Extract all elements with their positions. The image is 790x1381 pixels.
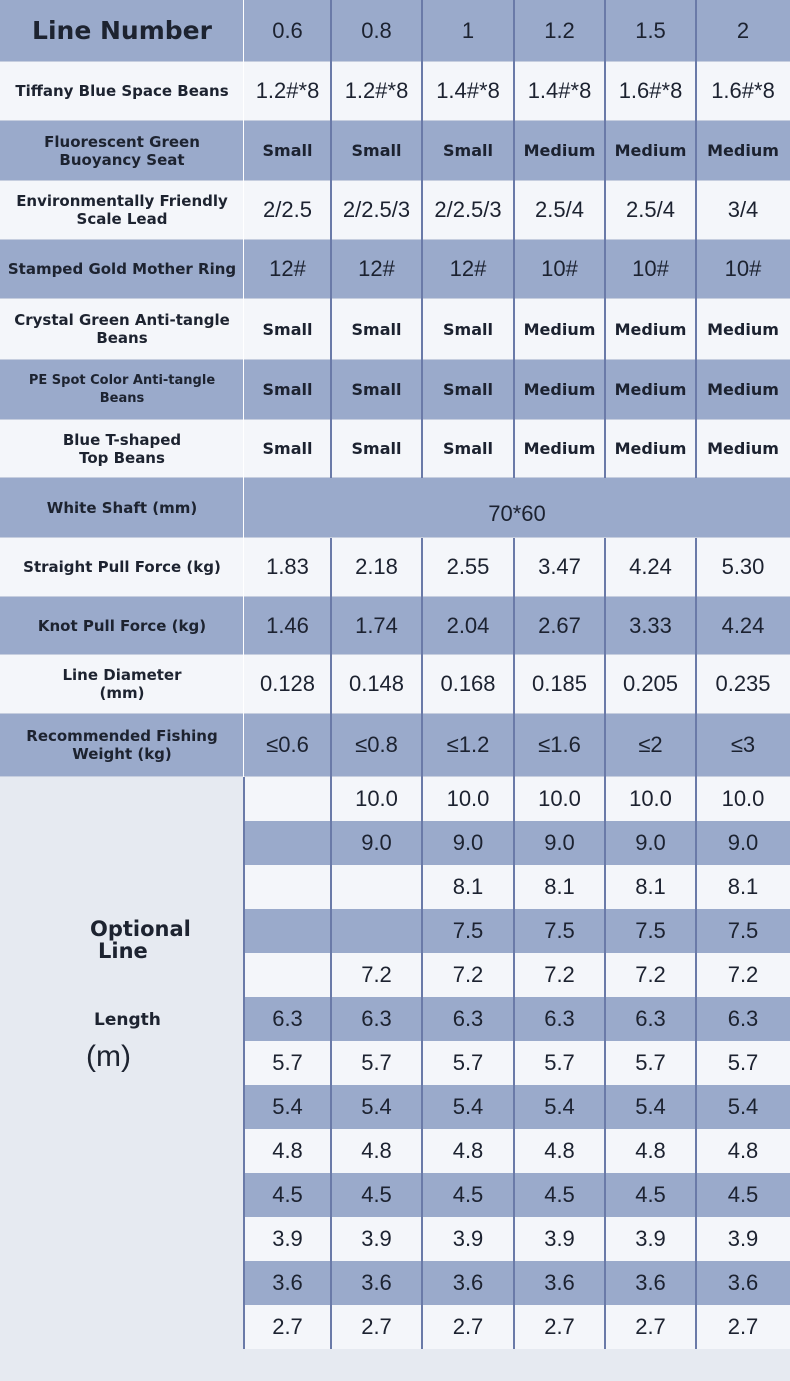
length-cell: 6.3	[635, 1006, 666, 1031]
column-divider	[421, 714, 423, 777]
column-divider	[604, 597, 606, 655]
value-cell: Small	[351, 141, 402, 160]
column-divider	[513, 420, 515, 478]
column-divider	[604, 0, 606, 62]
label-divider	[243, 62, 244, 121]
column-divider	[604, 714, 606, 777]
length-cell: 7.2	[727, 962, 759, 987]
value-cell: 1.6#*8	[711, 78, 775, 103]
length-cell: 2.7	[727, 1314, 759, 1339]
length-cell: 9.0	[727, 830, 759, 855]
length-cell: 5.7	[635, 1050, 666, 1075]
value-cell: 2.55	[446, 554, 490, 579]
length-cell: 2.7	[635, 1314, 666, 1339]
column-divider	[421, 62, 423, 121]
label-divider	[243, 714, 244, 777]
column-divider	[695, 420, 697, 478]
length-cell: 8.1	[727, 874, 759, 899]
column-divider	[695, 299, 697, 360]
header-label: Line Number	[0, 0, 244, 61]
length-cell: 5.4	[727, 1094, 759, 1119]
length-cell: 4.8	[544, 1138, 575, 1163]
label-divider	[243, 420, 244, 478]
value-cell: 4.24	[721, 612, 765, 638]
value-cell: Small	[262, 380, 313, 399]
header-row	[0, 0, 790, 62]
column-divider	[513, 0, 515, 62]
length-cell: 3.9	[727, 1226, 759, 1251]
length-cell: 3.9	[452, 1226, 484, 1251]
length-cell: 5.4	[452, 1094, 484, 1119]
length-cell	[244, 953, 331, 997]
value-cell: Medium	[523, 439, 596, 458]
value-cell: 2.18	[355, 554, 398, 579]
column-divider	[421, 360, 423, 420]
length-cell: 7.2	[635, 962, 666, 987]
value-cell: Small	[443, 380, 493, 399]
value-cell: Medium	[707, 380, 779, 399]
length-cell: 7.5	[452, 918, 484, 943]
row-label: Line Diameter (mm)	[0, 655, 244, 713]
value-cell: 1.6#*8	[618, 78, 683, 103]
label-divider	[243, 597, 244, 655]
value-cell: Medium	[523, 380, 596, 399]
column-divider	[421, 299, 423, 360]
length-cell: 5.4	[361, 1094, 392, 1119]
column-divider	[604, 655, 606, 714]
value-cell: Small	[262, 319, 313, 339]
length-label-line3: Length	[94, 1010, 161, 1030]
length-cell: 8.1	[635, 874, 666, 899]
length-cell: 9.0	[361, 830, 392, 855]
length-cell: 3.9	[544, 1226, 575, 1251]
length-label-line2: Line	[98, 939, 148, 963]
length-label-line1: Optional	[90, 917, 191, 941]
value-cell: 1	[461, 17, 475, 43]
row-label: Straight Pull Force (kg)	[0, 538, 244, 596]
value-cell: Small	[351, 319, 402, 339]
length-cell: 3.6	[544, 1270, 575, 1295]
value-cell: ≤1.2	[446, 732, 490, 757]
label-divider	[243, 181, 244, 240]
value-cell: 2	[736, 17, 750, 43]
spec-row	[0, 714, 790, 777]
value-cell: 10#	[724, 256, 762, 281]
length-cell: 2.7	[361, 1314, 392, 1339]
length-cell	[331, 865, 422, 909]
length-cell: 4.5	[727, 1182, 759, 1207]
column-divider	[330, 121, 332, 181]
length-cell: 9.0	[452, 830, 484, 855]
spec-row	[0, 420, 790, 478]
value-cell: 2.67	[538, 612, 581, 638]
value-cell: Small	[443, 141, 493, 160]
column-divider	[421, 597, 423, 655]
column-divider	[330, 538, 332, 597]
value-cell: 0.6	[272, 17, 303, 43]
length-cell: 4.8	[635, 1138, 666, 1163]
label-divider	[243, 299, 244, 360]
value-cell: 3/4	[727, 197, 759, 222]
column-divider	[604, 538, 606, 597]
column-divider	[604, 299, 606, 360]
length-cell: 5.7	[452, 1050, 484, 1075]
value-cell: 2/2.5/3	[342, 197, 411, 222]
row-label: Recommended Fishing Weight (kg)	[0, 714, 244, 776]
length-cell: 6.3	[361, 1006, 392, 1031]
column-divider	[421, 777, 423, 1349]
value-cell: ≤0.8	[355, 732, 398, 757]
value-cell: 1.46	[266, 612, 309, 638]
value-cell: ≤1.6	[538, 732, 581, 757]
row-label: PE Spot Color Anti-tangle Beans	[0, 360, 244, 419]
column-divider	[695, 181, 697, 240]
value-cell: 10#	[632, 256, 669, 281]
column-divider	[695, 360, 697, 420]
spec-row	[0, 121, 790, 181]
value-cell: Small	[351, 439, 402, 458]
length-cell	[331, 909, 422, 953]
length-cell: 9.0	[635, 830, 666, 855]
column-divider	[695, 62, 697, 121]
spec-row	[0, 62, 790, 121]
value-cell: 0.128	[259, 671, 316, 696]
value-cell: 0.168	[440, 671, 496, 696]
column-divider	[330, 655, 332, 714]
value-cell: 0.185	[531, 671, 588, 696]
length-cell	[244, 909, 331, 953]
length-cell: 2.7	[272, 1314, 303, 1339]
column-divider	[513, 121, 515, 181]
spec-row	[0, 299, 790, 360]
length-cell: 5.7	[361, 1050, 392, 1075]
label-divider	[243, 538, 244, 597]
length-cell: 2.7	[452, 1314, 484, 1339]
length-cell: 10.0	[721, 786, 765, 811]
column-divider	[513, 714, 515, 777]
length-cell: 6.3	[544, 1006, 575, 1031]
length-cell	[244, 865, 331, 909]
length-cell: 4.8	[727, 1138, 759, 1163]
value-cell: 0.8	[361, 17, 392, 43]
column-divider	[604, 360, 606, 420]
spec-row	[0, 240, 790, 299]
spec-row	[0, 181, 790, 240]
label-divider	[243, 360, 244, 420]
column-divider	[330, 360, 332, 420]
length-cell: 10.0	[446, 786, 490, 811]
length-cell: 4.5	[452, 1182, 484, 1207]
value-cell: 1.5	[635, 17, 666, 43]
column-divider	[330, 62, 332, 121]
value-cell: 1.2	[544, 17, 575, 43]
length-cell: 3.6	[727, 1270, 759, 1295]
length-cell: 7.2	[544, 962, 575, 987]
column-divider	[695, 714, 697, 777]
column-divider	[330, 240, 332, 299]
length-cell: 4.8	[361, 1138, 392, 1163]
length-cell: 5.7	[727, 1050, 759, 1075]
column-divider	[695, 777, 697, 1349]
value-cell: 1.83	[266, 554, 309, 579]
column-divider	[513, 299, 515, 360]
length-cell	[244, 821, 331, 865]
value-cell: 1.74	[355, 612, 398, 638]
length-unit: (m)	[86, 1040, 131, 1073]
label-divider	[243, 478, 244, 538]
value-cell: 1.4#*8	[436, 78, 500, 103]
length-cell: 4.8	[272, 1138, 303, 1163]
column-divider	[604, 240, 606, 299]
length-cell: 8.1	[452, 874, 484, 899]
column-divider	[330, 597, 332, 655]
length-cell: 5.4	[635, 1094, 666, 1119]
column-divider	[421, 181, 423, 240]
length-cell: 4.5	[544, 1182, 575, 1207]
column-divider	[695, 121, 697, 181]
column-divider	[604, 777, 606, 1349]
column-divider	[604, 121, 606, 181]
length-cell: 7.2	[452, 962, 484, 987]
value-cell: Medium	[707, 319, 779, 339]
length-cell: 9.0	[544, 830, 575, 855]
column-divider	[513, 777, 515, 1349]
value-cell: 2.04	[446, 612, 490, 638]
column-divider	[695, 240, 697, 299]
row-label: Knot Pull Force (kg)	[0, 597, 244, 654]
length-cell: 3.6	[635, 1270, 666, 1295]
length-cell: 5.7	[272, 1050, 303, 1075]
column-divider	[330, 0, 332, 62]
value-cell: ≤0.6	[266, 732, 309, 757]
value-cell: 0.205	[622, 671, 679, 696]
row-label: Crystal Green Anti-tangle Beans	[0, 299, 244, 359]
spec-row	[0, 478, 790, 538]
length-cell: 3.6	[361, 1270, 392, 1295]
length-cell: 10.0	[629, 786, 672, 811]
value-cell: Medium	[614, 319, 687, 339]
length-cell: 4.5	[635, 1182, 666, 1207]
value-cell: 4.24	[629, 554, 672, 579]
length-cell: 5.4	[272, 1094, 303, 1119]
column-divider	[243, 777, 245, 1349]
value-cell: 1.2#*8	[344, 78, 409, 103]
length-cell: 3.6	[452, 1270, 484, 1295]
column-divider	[421, 240, 423, 299]
label-divider	[243, 0, 244, 62]
length-cell: 5.7	[544, 1050, 575, 1075]
length-cell: 7.5	[544, 918, 575, 943]
column-divider	[513, 597, 515, 655]
value-cell: 1.4#*8	[527, 78, 592, 103]
length-cell: 3.9	[272, 1226, 303, 1251]
length-cell: 4.5	[361, 1182, 392, 1207]
value-cell: 2/2.5	[263, 197, 312, 222]
spec-row	[0, 538, 790, 597]
label-divider	[243, 240, 244, 299]
value-cell: 12#	[269, 256, 306, 281]
value-cell: Medium	[614, 380, 687, 399]
column-divider	[421, 420, 423, 478]
value-cell: 3.33	[629, 612, 672, 638]
value-cell: 12#	[449, 256, 487, 281]
value-cell: 3.47	[538, 554, 581, 579]
value-cell: 5.30	[721, 554, 765, 579]
length-cell: 7.5	[635, 918, 666, 943]
value-cell: Medium	[707, 141, 779, 160]
column-divider	[330, 299, 332, 360]
column-divider	[695, 597, 697, 655]
length-cell	[244, 777, 331, 821]
length-cell: 7.5	[727, 918, 759, 943]
value-cell: Small	[351, 380, 402, 399]
column-divider	[330, 777, 332, 1349]
merged-cell: 70*60	[488, 500, 546, 526]
length-cell: 2.7	[544, 1314, 575, 1339]
length-cell: 5.4	[544, 1094, 575, 1119]
value-cell: Medium	[707, 439, 779, 458]
column-divider	[330, 181, 332, 240]
column-divider	[513, 655, 515, 714]
column-divider	[513, 360, 515, 420]
length-cell: 3.9	[361, 1226, 392, 1251]
value-cell: Small	[262, 439, 313, 458]
length-cell: 10.0	[538, 786, 581, 811]
column-divider	[513, 538, 515, 597]
row-label: Environmentally Friendly Scale Lead	[0, 181, 244, 239]
spec-row	[0, 360, 790, 420]
spec-row	[0, 655, 790, 714]
length-cell: 3.9	[635, 1226, 666, 1251]
value-cell: Small	[262, 141, 313, 160]
value-cell: Medium	[523, 141, 596, 160]
column-divider	[695, 538, 697, 597]
length-cell: 4.5	[272, 1182, 303, 1207]
value-cell: Small	[443, 319, 493, 339]
length-cell: 8.1	[544, 874, 575, 899]
value-cell: 0.235	[715, 671, 771, 696]
length-cell: 6.3	[272, 1006, 303, 1031]
value-cell: 2.5/4	[535, 197, 584, 222]
column-divider	[421, 655, 423, 714]
row-label: White Shaft (mm)	[0, 478, 244, 537]
label-divider	[243, 121, 244, 181]
label-divider	[243, 655, 244, 714]
value-cell: 10#	[541, 256, 578, 281]
row-label: Blue T-shaped Top Beans	[0, 420, 244, 477]
value-cell: Small	[443, 439, 493, 458]
value-cell: 1.2#*8	[255, 78, 320, 103]
value-cell: 12#	[358, 256, 395, 281]
column-divider	[604, 181, 606, 240]
value-cell: ≤3	[730, 732, 756, 757]
row-label: Tiffany Blue Space Beans	[0, 62, 244, 120]
column-divider	[513, 62, 515, 121]
column-divider	[513, 181, 515, 240]
value-cell: 0.148	[348, 671, 405, 696]
column-divider	[421, 0, 423, 62]
length-cell: 6.3	[727, 1006, 759, 1031]
column-divider	[421, 121, 423, 181]
value-cell: 2.5/4	[626, 197, 675, 222]
value-cell: ≤2	[638, 732, 663, 757]
length-cell: 3.6	[272, 1270, 303, 1295]
length-cell: 7.2	[361, 962, 392, 987]
column-divider	[695, 0, 697, 62]
column-divider	[604, 62, 606, 121]
spec-row	[0, 597, 790, 655]
value-cell: 2/2.5/3	[434, 197, 502, 222]
length-cell: 10.0	[355, 786, 398, 811]
column-divider	[513, 240, 515, 299]
value-cell: Medium	[614, 439, 687, 458]
column-divider	[330, 420, 332, 478]
column-divider	[604, 420, 606, 478]
row-label: Stamped Gold Mother Ring	[0, 240, 244, 298]
length-cell: 4.8	[452, 1138, 484, 1163]
length-cell: 6.3	[452, 1006, 484, 1031]
row-label: Fluorescent Green Buoyancy Seat	[0, 121, 244, 180]
column-divider	[421, 538, 423, 597]
value-cell: Medium	[614, 141, 687, 160]
column-divider	[695, 655, 697, 714]
column-divider	[330, 714, 332, 777]
value-cell: Medium	[523, 319, 596, 339]
